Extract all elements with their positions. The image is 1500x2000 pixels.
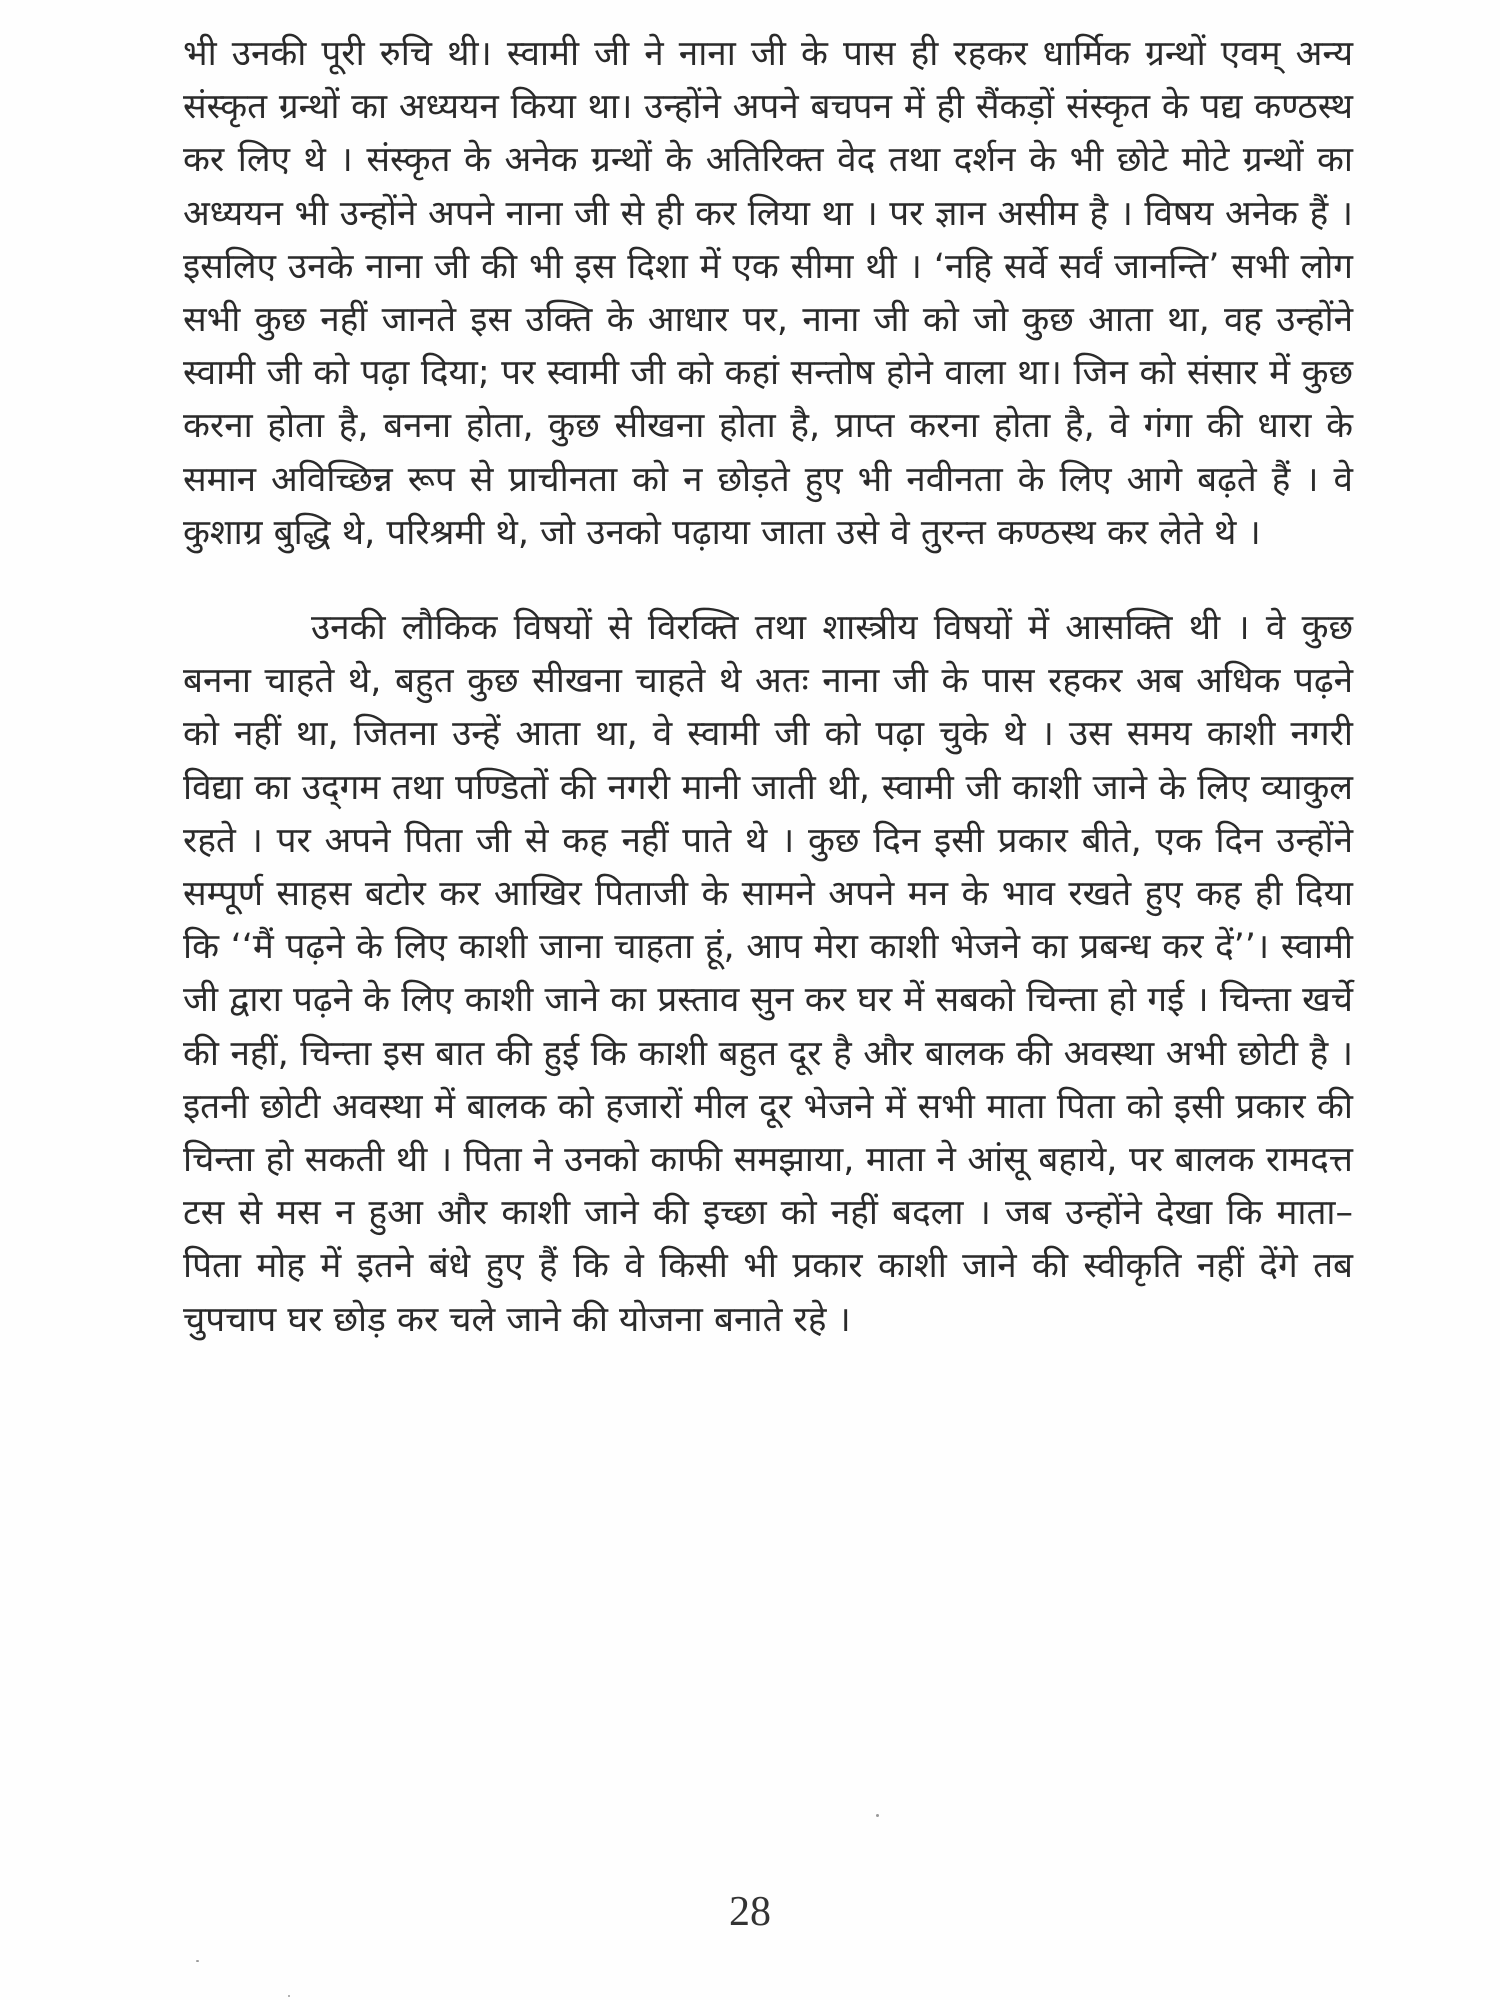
paragraph-2: उनकी लौकिक विषयों से विरक्ति तथा शास्त्रीय विषयों में आसक्ति थी । वे कुछ बनना चाहते थे, बहुत कुछ सीखना चाहते थे अतः नाना जी के पास रहकर अब अधिक पढ़ने को नहीं था, जितना उन्हें आता था, वे स्वामी जी को पढ़ा चुके थे । उस समय काशी नगरी विद्या का उद्‌गम तथा पण्डितों की नगरी मानी जाती थी, स्वामी जी काशी जाने के लिए व्याकुल रहते । पर अपने पिता जी से कह नहीं पाते थे । कुछ दिन इसी प्रकार बीते, एक दिन उन्होंने सम्पूर्ण साहस बटोर कर आखिर पिताजी के सामने अपने मन के भाव रखते हुए कह ही दिया कि ‘‘मैं पढ़ने के लिए काशी जाना चाहता हूं, आप मेरा काशी भेजने का प्रबन्ध कर दें’’। स्वामी जी द्वारा पढ़ने के लिए काशी जाने का प्रस्ताव सुन कर घर में सबको चिन्ता हो गई । चिन्ता खर्चे की नहीं, चिन्ता इस बात की हुई कि काशी बहुत दूर है और बालक की अवस्था अभी छोटी है । इतनी छोटी अवस्था में बालक को हजारों मील दूर भेजने में सभी माता पिता को इसी प्रकार की चिन्ता हो सकती थी । पिता ने उनको काफी समझाया, माता ने आंसू बहाये, पर बालक रामदत्त टस से मस न हुआ और काशी जाने की इच्छा को नहीं बदला । जब उन्होंने देखा कि माता–पिता मोह में इतने बंधे हुए हैं कि वे किसी भी प्रकार काशी जाने की स्वीकृति नहीं देंगे तब चुपचाप घर छोड़ कर चले जाने की योजना बनाते रहे । [183,608,1353,1340]
scan-speck [288,1995,290,1997]
paragraph-1: भी उनकी पूरी रुचि थी। स्वामी जी ने नाना जी के पास ही रहकर धार्मिक ग्रन्थों एवम् अन्य संस्कृत ग्रन्थों का अध्ययन किया था। उन्होंने अपने बचपन में ही सैंकड़ों संस्कृत के पद्य कण्ठस्थ कर लिए थे । संस्कृत के अनेक ग्रन्थों के अतिरिक्त वेद तथा दर्शन के भी छोटे मोटे ग्रन्थों का अध्ययन भी उन्होंने अपने नाना जी से ही कर लिया था । पर ज्ञान असीम है । विषय अनेक हैं । इसलिए उनके नाना जी की भी इस दिशा में एक सीमा थी । ‘नहि सर्वे सर्वं जानन्ति’ सभी लोग सभी कुछ नहीं जानते इस उक्ति के आधार पर, नाना जी को जो कुछ आता था, वह उन्होंने स्वामी जी को पढ़ा दिया; पर स्वामी जी को कहां सन्तोष होने वाला था। जिन को संसार में कुछ करना होता है, बनना होता, कुछ सीखना होता है, प्राप्त करना होता है, वे गंगा की धारा के समान अविच्छिन्न रूप से प्राचीनता को न छोड़ते हुए भी नवीनता के लिए आगे बढ़ते हैं । वे कुशाग्र बुद्धि थे, परिश्रमी थे, जो उनको पढ़ाया जाता उसे वे तुरन्त कण्ठस्थ कर लेते थे । [183,34,1353,553]
scan-speck [196,1960,199,1962]
page-number: 28 [729,1889,771,1935]
body-text [183,28,1353,1347]
scan-speck [876,1814,879,1817]
